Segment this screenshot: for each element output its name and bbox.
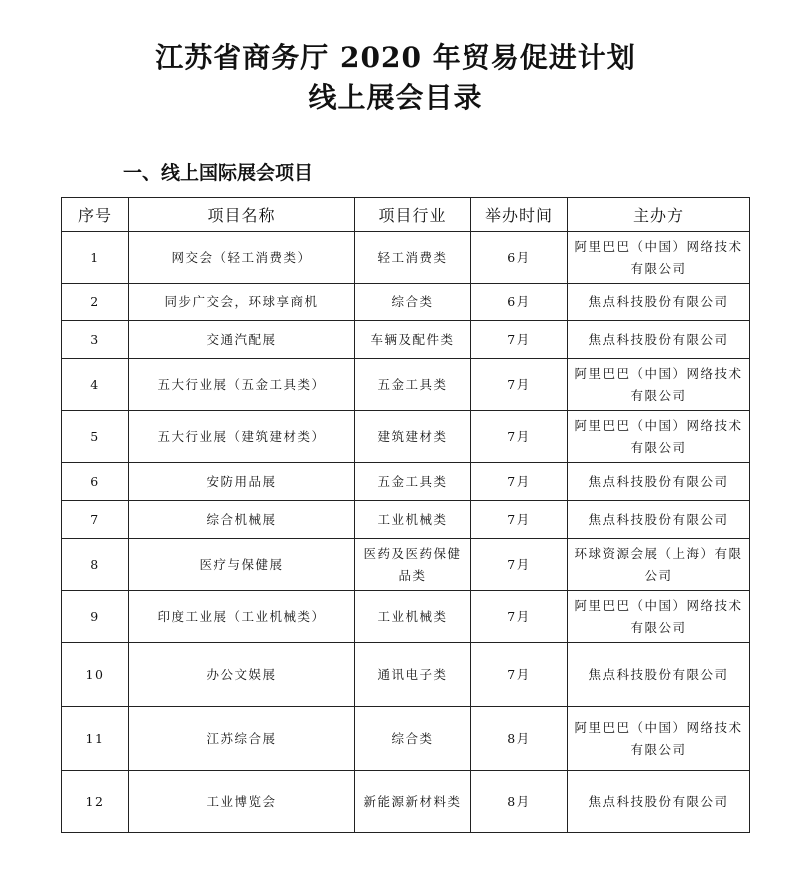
cell-no: 7 [62,501,129,539]
cell-time: 8月 [471,771,568,833]
section-heading: 一、线上国际展会项目 [123,162,314,184]
cell-name: 安防用品展 [129,463,355,501]
table-row [62,539,750,591]
cell-no: 3 [62,321,129,359]
cell-industry: 五金工具类 [355,463,471,501]
cell-industry: 综合类 [355,707,471,771]
cell-no: 11 [62,707,129,771]
header-time: 举办时间 [471,198,568,232]
table-body [62,232,750,833]
cell-name: 综合机械展 [129,501,355,539]
cell-name: 印度工业展（工业机械类） [129,591,355,643]
document-title: 江苏省商务厅 2020 年贸易促进计划 [155,41,636,74]
cell-name: 五大行业展（建筑建材类） [129,411,355,463]
cell-no: 8 [62,539,129,591]
cell-organizer: 阿里巴巴（中国）网络技术有限公司 [568,411,750,463]
cell-industry: 工业机械类 [355,591,471,643]
cell-industry: 医药及医药保健品类 [355,539,471,591]
table-row [62,707,750,771]
cell-time: 7月 [471,501,568,539]
cell-name: 网交会（轻工消费类） [129,232,355,284]
table-row [62,321,750,359]
cell-organizer: 焦点科技股份有限公司 [568,643,750,707]
cell-industry: 轻工消费类 [355,232,471,284]
cell-name: 办公文娱展 [129,643,355,707]
table-header-row [62,198,750,232]
table-row [62,284,750,321]
table-row [62,359,750,411]
cell-time: 8月 [471,707,568,771]
cell-no: 12 [62,771,129,833]
cell-time: 6月 [471,284,568,321]
cell-name: 工业博览会 [129,771,355,833]
cell-time: 7月 [471,411,568,463]
table-row [62,643,750,707]
cell-industry: 工业机械类 [355,501,471,539]
cell-time: 6月 [471,232,568,284]
cell-name: 医疗与保健展 [129,539,355,591]
cell-name: 五大行业展（五金工具类） [129,359,355,411]
cell-organizer: 环球资源会展（上海）有限公司 [568,539,750,591]
header-industry: 项目行业 [355,198,471,232]
header-name: 项目名称 [129,198,355,232]
cell-industry: 五金工具类 [355,359,471,411]
cell-time: 7月 [471,643,568,707]
header-no: 序号 [62,198,129,232]
cell-no: 4 [62,359,129,411]
cell-no: 6 [62,463,129,501]
document-subtitle: 线上展会目录 [308,81,483,114]
table-row [62,232,750,284]
cell-time: 7月 [471,359,568,411]
cell-time: 7月 [471,591,568,643]
cell-no: 10 [62,643,129,707]
cell-time: 7月 [471,321,568,359]
cell-name: 同步广交会，环球享商机 [129,284,355,321]
cell-time: 7月 [471,539,568,591]
cell-time: 7月 [471,463,568,501]
table-row [62,501,750,539]
exhibition-table [61,197,750,833]
cell-organizer: 阿里巴巴（中国）网络技术有限公司 [568,591,750,643]
table-row [62,411,750,463]
table-row [62,591,750,643]
cell-organizer: 焦点科技股份有限公司 [568,463,750,501]
cell-organizer: 阿里巴巴（中国）网络技术有限公司 [568,359,750,411]
cell-industry: 车辆及配件类 [355,321,471,359]
cell-name: 江苏综合展 [129,707,355,771]
cell-organizer: 焦点科技股份有限公司 [568,771,750,833]
cell-name: 交通汽配展 [129,321,355,359]
table-row [62,463,750,501]
cell-no: 2 [62,284,129,321]
cell-organizer: 焦点科技股份有限公司 [568,501,750,539]
cell-no: 1 [62,232,129,284]
cell-industry: 综合类 [355,284,471,321]
cell-organizer: 阿里巴巴（中国）网络技术有限公司 [568,707,750,771]
cell-organizer: 焦点科技股份有限公司 [568,321,750,359]
cell-industry: 通讯电子类 [355,643,471,707]
cell-no: 9 [62,591,129,643]
cell-organizer: 阿里巴巴（中国）网络技术有限公司 [568,232,750,284]
cell-industry: 新能源新材料类 [355,771,471,833]
table-row [62,771,750,833]
cell-organizer: 焦点科技股份有限公司 [568,284,750,321]
cell-no: 5 [62,411,129,463]
header-organizer: 主办方 [568,198,750,232]
cell-industry: 建筑建材类 [355,411,471,463]
